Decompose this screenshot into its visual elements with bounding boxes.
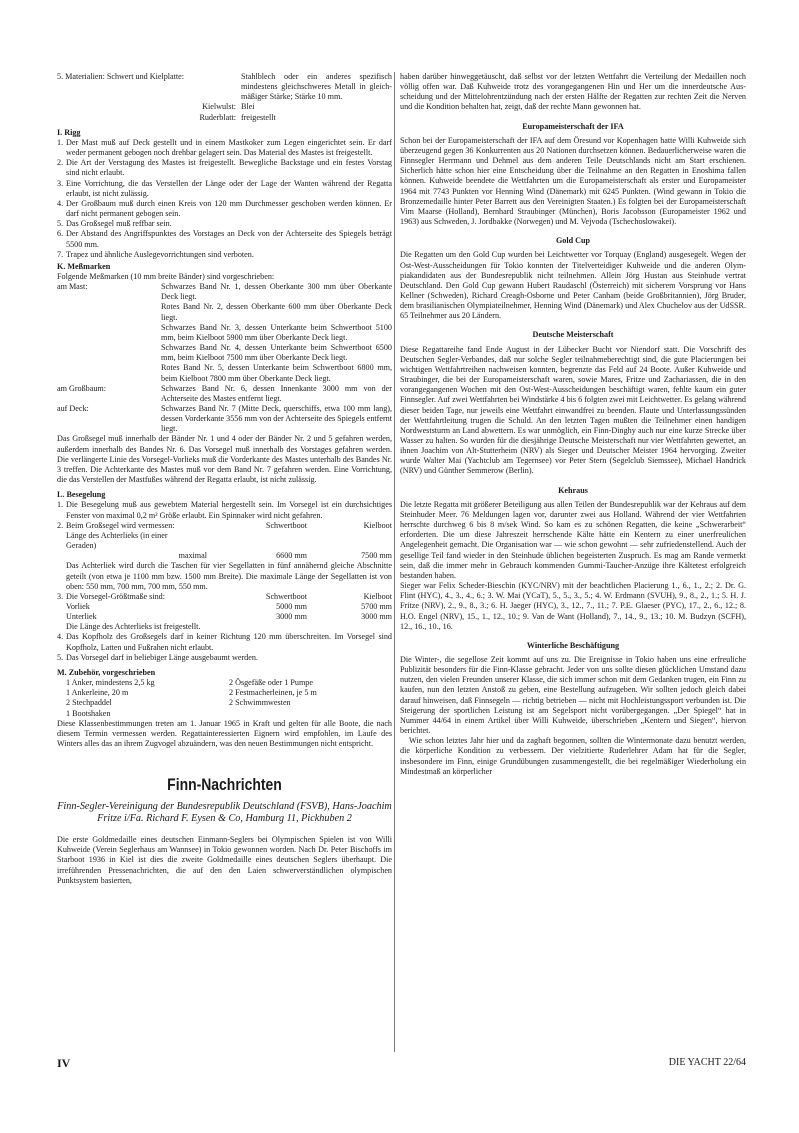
achterliek-values: maximal 6600 mm 7500 mm [178,551,392,561]
list-item [57,199,392,219]
messmarken-note: Das Großsegel muß innerhalb der Bänder Nr. 1 und 4 oder der Bänder Nr. 2 und 5 gefahren werden, außerdem innerhalb des Bandes Nr. 6. Das Vorsegel muß innerhalb des Vorstages gefahren werden. Die verlängerte Linie des Vorsegel-Vorlieks muß die Vorderkante des Mastes unterhalb des Bandes Nr. 3 treffen. Die Achterkante des Mastes muß vor dem Band Nr. 7 gefahren werden. Eine Vorrichtung, die das Verstellen der Mastfußes während der Regatta erlaubt, ist nicht zulässig. [57,434,392,485]
kielwulst-row [57,102,392,112]
materials-label: 5. Materialien: Schwert und Kielplatte: [57,72,185,81]
winter-text-1: Die Winter-, die segellose Zeit kommt auf uns zu. Die Ereignisse in Tokio haben uns eine erfreuliche Publizität besonders für die Finn-Klasse gebracht. Jeder von uns sollte diesen glücklichen Umstand dazu nutzen, den vielen Freunden unserer Klasse, die sich immer schon mit dem Gedanken trugen, ein Finn zu kaufen, nun den letzten Anstoß zu geben, eine Bestellung aufzugeben. Wir sollten jedoch gleich dabei darauf hinweisen, daß Finnsegeln — richtig betrieben — nicht mit Hochleistungssport verbunden ist. Die Steigerung der sportlichen Leistung ist am Segelsport nicht vorübergegangen. „Der Spiegel“ hat in Nummer 44/64 in einem Artikel über Willi Kuhweide, überschrieben „Kentern und Siegen“, hiervon berichtet. [400,654,746,736]
mast-marks [57,282,392,384]
kehraus-text: Die letzte Regatta mit größerer Beteiligung aus allen Teilen der Bundesrepublik war der Kehraus auf dem Steinhuder Meer. 76 Meldungen lagen vor, darunter zwei aus Holland. Während der vier Wettfahrten herrschte durchweg 6 bis 8 m/sek Wind. So kam es zu schönen Regatten, die keine „Schwerarbeit“ erforderten. Die um diese Jahreszeit herrschende Kälte hätte ein Kentern zu einer unerfreulichen Angelegenheit gemacht. Die Organisation war — wie schon gewohnt — sehr zufriedenstellend. Auch der gesellige Teil fand wieder in den Steinhude üblichen begeisterten Zuspruch. Es mag am Rande vermerkt sein, daß die immer mehr in Gebrauch kommenden Gummi-Taucher-Anzüge ihre Kältetest erfolgreich bestanden haben. [400,499,746,580]
materials-value: Stahlblech oder ein anderes spezifisch mindestens gleichschweres Metall in gleichmäßiger Stärke; Stärke 10 mm. [241,72,392,102]
vorsegel-header: 3. Die Vorsegel-Größtmaße sind: Schwertboot Kielboot [57,591,392,601]
mast-label: am Mast: [57,282,88,292]
col-schwertboot: Schwertboot [265,520,307,530]
col-kielboot: Kielboot [363,520,392,530]
continuation-text: haben darüber hinweggetäuscht, daß selbst vor der letzten Wettfahrt die Verteilung der Medaillen noch völlig offen war. Daß Kuhweide trotz des vorangegangenen Hin und Her um die innerdeutsche Ausscheidung und der Mittelohrentzündung nach der ersten Hälfte der Regatten zur rechten Zeit die Nerven und die Kondition behalten hat, zeigt, daß der rechte Mann gewonnen hat. [400,72,746,112]
item-text: Der Abstand des Angriffspunktes des Vorstages an Deck von der Achterseite des Spiegels beträgt 5500 mm. [66,229,392,249]
ruderblatt-row [57,113,392,123]
zubehoer-heading: M. Zubehör, vorgeschrieben [57,667,156,677]
finn-subtitle: Finn-Segler-Vereinigung der Bundesrepublik Deutschland (FSVB), Hans-Joachim Fritze i/Fa. Richard F. Eysen & Co, Hamburg 11, Pickhuben 2 [57,801,392,825]
messmarken-heading: K. Meßmarken [57,261,111,271]
item-number: 6. [57,229,64,239]
mark-band-3: Schwarzes Band Nr. 3, dessen Unterkante beim Schwertboot 5100 mm, beim Kielboot 5900 mm über Oberkante Deck liegt. [161,322,392,342]
kehraus-results: Sieger war Felix Scheder-Bieschin (KYC/NRV) mit der beachtlichen Placierung 1., 6., 1., 2.; 2. Dr. G. Flint (HYC), 4., 3., 4., 6.; 3. W. Mai (YCaT), 5., 5., 3., 5.; 4. W. Erdmann (SVUH), 9., 8., 2., 1.; 5. H. J. Fritze (NRV), 2., 9., 8., 3.; 6. H. Jaeger (HYC), 3., 12., 7., 11.; 7. P.E. Glaeser (PYC), 17., 2., 6., 12.; 8. H.O. Engel (NRV), 15., 1., 12., 10.; 9. Van de Want (Holland), 7., 14., 9., 13.; 10. M. Budzyn (SCFH), 12., 16., 10., 16. [400,581,746,631]
item-number: 4. [57,198,64,208]
ruderblatt-value: freigestellt [241,112,276,122]
kielwulst-label: Kielwulst: [202,102,236,112]
unterliek-row: Unterliek 3000 mm 3000 mm [66,612,392,622]
mast-values [161,282,392,384]
list-item [57,138,392,158]
kielwulst-value: Blei [241,102,255,112]
list-item [57,158,392,178]
deck-marks [57,404,392,434]
mark-band-2: Rotes Band Nr. 2, dessen Oberkante 600 mm über Oberkante Deck liegt. [161,302,392,322]
item-text: Das Großsegel muß reffbar sein. [66,219,172,229]
goldcup-text: Die Regatten um den Gold Cup wurden bei Leichtwetter vor Torquay (England) ausgesegelt. Wegen der Ost-West-Ausscheidungen für Tokio konnten der Titelverteidiger Kuhweide und die anderen Olympiakandidaten aus der Bundesrepublik nicht teilnehmen. Allein Jörg Hustan aus Steinhude vertrat Deutschland. Den Gold Cup gewann Hubert Raudaschl (Österreich) mit sicherem Vorsprung vor Hans Kellner (Schweden), Richard Creagh-Osborne und Peter Canham (beide Großbritannien), Jörg Bruder, dem brasilianischen Olympiateilnehmer, Henning Wind (Dänemark) und Alex Chuchelov aus der UdSSR. 65 Teilnehmer aus 20 Ländern. [400,250,746,321]
grosssegel-header: 2. Beim Großsegel wird vermessen: Schwertboot Kielboot [57,520,392,530]
europa-text: Schon bei der Europameisterschaft der IFA auf dem Öresund vor Kopenhagen hatte Willi Kuhweide sich überzeugend gegen 36 Konkurrenten aus 20 Nationen durchsetzen können. Bedauerlicherweise waren die Finnsegler Herrmann und Dehmel aus dem anderen Teile Deutschlands nicht am Start erschienen. Sicherlich hätte schon hier eine Entscheidung über die Teilnahme an den Regatten in Enoshima fallen können. Kuhweide beendete die Wettfahrten um die Europameisterschaft als erster und Europameister 1964 mit 7743 Punkten vor Henning Wind (Dänemark) mit 6245 Punkten. (Wind gewann in Tokio die Bronzemedaille hinter Peter Barrett aus den Vereinigten Staaten.) Es folgten bei der Europameisterschaft Vim Maarse (Holland), Bernhard Straubinger (München), Boris Jacobsson (Europameister 1962 und 1963) aus Schweden, J. Jordbakke (Norwegen) und M. Vejvoda (Tschechoslowakei). [400,135,746,227]
mark-band-5: Rotes Band Nr. 5, dessen Unterkante beim Schwertboot 6800 mm, beim Kielboot 7800 mm über Oberkante Deck liegt. [161,363,392,383]
item-number: 1. [57,137,64,147]
mark-band-4: Schwarzes Band Nr. 4, dessen Unterkante beim Schwertboot 6500 mm, beim Kielboot 7500 mm über Oberkante Deck liegt. [161,343,392,363]
item-number: 5. [57,219,64,229]
achterliek-line2: Geraden) [66,541,97,551]
zubehoer-note: Diese Klassenbestimmungen treten am 1. Januar 1965 in Kraft und gelten für alle Boote, die nach diesem Termin vermessen werden. Regattainteressierten Eignern wird empfohlen, im Laufe des Winters alles das an ihrem Zugvogel abzuändern, was den neuen Bestimmungen nicht entspricht. [57,718,392,748]
journal-issue: DIE YACHT 22/64 [668,1057,746,1068]
item-text: Die Besegelung muß aus gewebtem Material hergestellt sein. Im Vorsegel ist ein durchsichtiges Fenster von maximal 0,2 m² Größe erlaubt. Ein Spinnaker wird nicht gefahren. [66,500,392,520]
deck-label: auf Deck: [57,404,89,413]
baum-marks [57,384,392,404]
europa-heading: Europameisterschaft der IFA [522,121,624,131]
page-number: IV [57,1056,71,1070]
winter-text-2: Wie schon letztes Jahr hier und da zaghaft begonnen, sollten die Wintermonate dazu benutzt werden, die körperliche Kondition zu verbessern. Der vielzitierte Ruderlehrer Adam hat für die Segler, insbesondere im Finn, einige Grundübungen zusammengestellt, die bei regelmäßiger Wiederholung ein Mindestmaß an körperlicher [400,736,746,776]
item-number: 3. [57,178,64,188]
finn-title: Finn-Nachrichten [167,775,282,795]
dm-heading: Deutsche Meisterschaft [532,330,614,340]
ruderblatt-label: Ruderblatt: [199,112,236,122]
list-item: 5. Das Vorsegel darf in beliebiger Länge ausgebaumt werden. [57,652,258,662]
baum-label: am Großbaum: [57,383,106,393]
vorliek-row: Vorliek 5000 mm 5700 mm [66,601,392,611]
materials-row [57,72,392,102]
right-column [400,72,746,777]
deck-value: Schwarzes Band Nr. 7 (Mitte Deck, querschiffs, etwa 100 mm lang), dessen Vorderkante 3556 mm von der Achterseite des Spiegels entfernt liegt. [161,404,392,434]
rigg-heading: I. Rigg [57,127,81,137]
left-column [57,72,392,886]
item-text: Eine Vorrichtung, die das Verstellen der Länge oder der Lage der Wanten während der Regatta erlaubt, ist nicht zulässig. [66,178,392,198]
list-item: 1. Die Besegelung muß aus gewebtem Material hergestellt sein. Im Vorsegel ist ein durchsichtiges Fenster von maximal 0,2 m² Größe erlaubt. Ein Spinnaker wird nicht gefahren. [57,500,392,520]
column-divider [394,72,395,1052]
achterliek-text: Das Achterliek wird durch die Taschen für vier Segellatten in fünf annähernd gleiche Abschnitte geteilt (von etwa je 1100 mm bzw. 1500 mm Breite). Die maximale Länge der Segellatten ist von oben: 550 mm, 700 mm, 700 mm, 550 mm. [66,561,392,591]
winter-heading: Winterliche Beschäftigung [526,640,620,650]
messmarken-intro: Folgende Meßmarken (10 mm breite Bänder) sind vorgeschrieben: [57,271,275,281]
item-text: Die Art der Verstagung des Mastes ist freigestellt. Bewegliche Backstage und ein festes Vorstag sind nicht erlaubt. [66,158,392,178]
kehraus-heading: Kehraus [558,485,588,495]
item-text: Der Mast muß auf Deck gestellt und in einem Mastkoker zum Legen eingerichtet sein. Er darf weder permanent gebogen noch drehbar gelagert sein. Das Material des Mastes ist freigestellt. [66,137,392,158]
list-item: 4. Das Kopfholz des Großsegels darf in keiner Richtung 120 mm überschreiten. Im Vorsegel sind Kopfholz, Latten und Fußrahen nicht erlaubt. [57,632,392,652]
item-text: Der Großbaum muß durch einen Kreis von 120 mm Durchmesser geschoben werden können. Er darf nicht permanent gebogen sein. [66,198,392,219]
goldcup-heading: Gold Cup [555,236,591,246]
list-item [57,179,392,199]
mark-band-1: Schwarzes Band Nr. 1, dessen Oberkante 300 mm über Oberkante Deck liegt. [161,282,392,302]
besegelung-heading: L. Besegelung [57,490,106,500]
item-number: 7. [57,249,64,259]
item-text: Trapez und ähnliche Auslegevorrichtungen sind verboten. [66,249,254,259]
list-item [57,250,392,260]
grosssegel-label: Beim Großsegel wird vermessen: [66,520,175,530]
list-item [57,229,392,249]
finn-text: Die erste Goldmedaille eines deutschen Einmann-Seglers bei Olympischen Spielen ist von Willi Kuhweide (Verein Seglerhaus am Wannsee) in Tokio gewonnen worden. Nach Dr. Peter Bischoffs im Starboot 1936 in Kiel ist dies die zweite Goldmedaille eines deutschen Seglers überhaupt. Die irreführenden Pressenachrichten, die auf den den Laien schwerverständlichen olympischen Punktsystem basierten, [57,835,392,885]
baum-value: Schwarzes Band Nr. 6, dessen Innenkante 3000 mm von der Achterseite des Mastes entfernt liegt. [161,383,392,403]
achterliek-line1: Länge des Achterlieks (in einer [66,530,168,540]
vorsegel-text: Die Länge des Achterlieks ist freigestellt. [66,622,201,632]
zubehoer-list: 1 Anker, mindestens 2,5 kg 1 Ankerleine, 20 m 2 Stechpaddel 1 Bootshaken 2 Ösgefäße oder 1 Pumpe 2 Festmacherleinen, je 5 m 2 Schwimmwesten [66,678,317,718]
list-item [57,219,392,229]
item-number: 2. [57,158,64,168]
dm-text: Diese Regattareihe fand Ende August in der Lübecker Bucht vor Niendorf statt. Die Vorschrift des Deutschen Segler-Verbandes, daß nur solche Segler teilnahmeberechtigt sind, die gute Placierungen bei wichtigen Wettfahrtreihen nachweisen konnten, begrenzte das Feld auf 24 Boote. Außer Kuhweide und Straubinger, die bei der Europameisterschaft waren, sowie Mares, Fritze und Zachariassen, die in den vorangegangenen Wochen mit den Ost-West-Ausscheidungen beschäftigt waren, fehlte kaum ein guter Finnsegler. Auf zwei Wettfahrten bei Windstärke 4 bis 6 folgten zwei mit Leichtwetter. Es gelang während dieser beiden Tage, nur jeweils eine Wettfahrt einwandfrei zu beenden. Flaute und Unterlassungssünden der Wettfahrtleitung trugen die Schuld. An den letzten Tagen mußten die Teilnehmer einen handigen Nordweststurm an Land abwettern. Es war unmöglich, ein Finn-Dinghy auch nur eine kurze Strecke über Wasser zu halten. So wurden für die diesjährige Deutsche Meisterschaft nur vier Wettfahrten gewertet, an ihnen Joachim von Alt-Stutterheim (NRV) als Sieger und Deutscher Meister 1964 hervorging. Zweiter wurde Walter Mai (Yachtclub am Tegernsee) vor Peter Stern (Segelclub Siemssee), Michael Handrick (NRV) und Günther Semmerow (Berlin). [400,344,746,476]
